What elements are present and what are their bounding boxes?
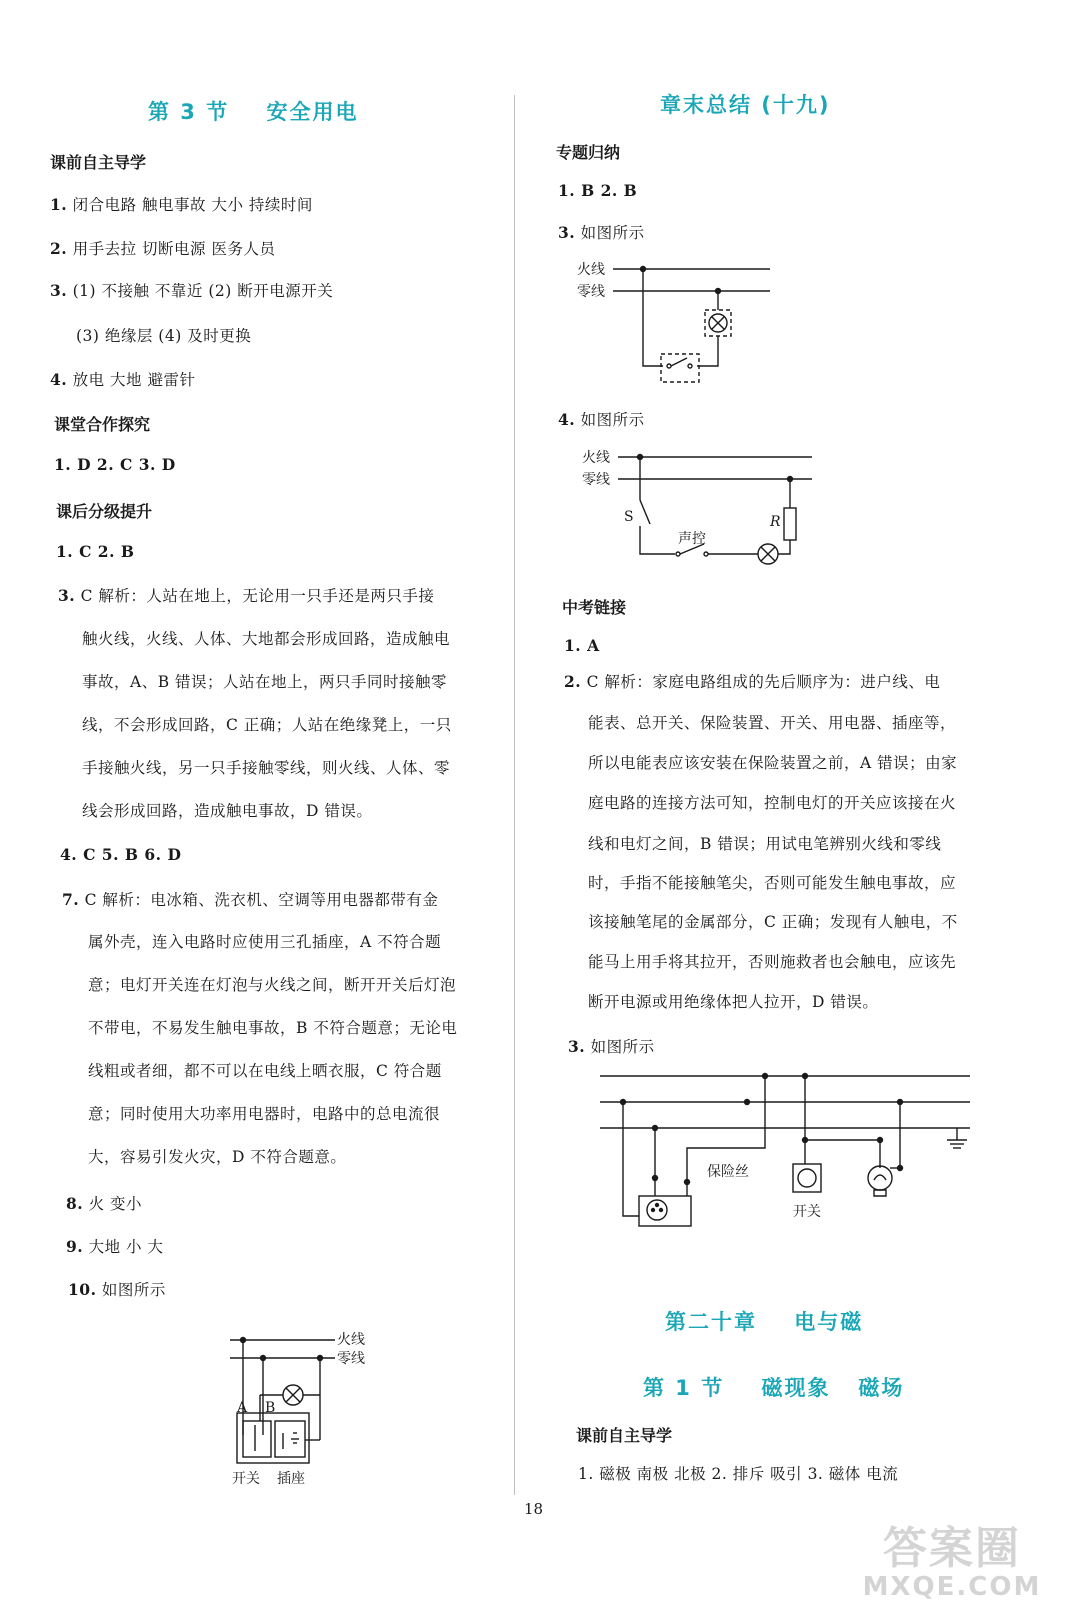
fig-label-s: S <box>624 509 634 525</box>
circuit-figure-switch-lamp <box>575 258 775 388</box>
fig-label-fire: 火线 <box>582 450 610 466</box>
answer-text: 放电 大地 避雷针 <box>72 371 196 389</box>
answer-number: 9. <box>66 1237 84 1256</box>
answer-line: 4. C 5. B 6. D <box>60 845 182 864</box>
heading-exam-link: 中考链接 <box>562 598 627 617</box>
answer-line <box>568 1035 655 1057</box>
fig-label-b: B <box>265 1400 276 1416</box>
circuit-figure-switch-socket <box>225 1325 385 1490</box>
answer-text: C 解析：人站在地上，无论用一只手还是两只手接 <box>80 587 435 605</box>
answer-line <box>50 237 275 259</box>
answer-line: 1. C 2. B <box>56 542 135 561</box>
answer-text: 用手去拉 切断电源 医务人员 <box>72 240 276 258</box>
answer-line: 庭电路的连接方法可知，控制电灯的开关应该接在火 <box>588 794 957 812</box>
answer-number: 2. <box>564 672 582 691</box>
fig-label-fire: 火线 <box>577 262 605 278</box>
answer-text: (1) 不接触 不靠近 (2) 断开电源开关 <box>72 282 334 300</box>
answer-number: 10. <box>68 1280 97 1299</box>
circuit-figure-sound-control <box>580 446 820 576</box>
heading-in-class: 课堂合作探究 <box>54 415 151 434</box>
chapter-title-electricity-magnetism: 第二十章 电与磁 <box>665 1310 864 1334</box>
section-title-safe-electricity: 第 3 节 安全用电 <box>148 100 359 124</box>
answer-line <box>66 1192 142 1214</box>
answer-line: 线，不会形成回路，C 正确；人站在绝缘凳上，一只 <box>82 716 452 734</box>
answer-line: 所以电能表应该安装在保险装置之前，A 错误；由家 <box>588 754 958 772</box>
answer-text: 如图所示 <box>590 1038 655 1056</box>
answer-line: 不带电，不易发生触电事故，B 不符合题意；无论电 <box>88 1019 458 1037</box>
page-number: 18 <box>523 1500 544 1518</box>
answer-line: 手接触火线，另一只手接触零线，则火线、人体、零 <box>82 759 451 777</box>
answer-text: 火 变小 <box>88 1195 143 1213</box>
answer-line: 线会形成回路，造成触电事故，D 错误。 <box>82 802 373 820</box>
answer-line: 事故，A、B 错误；人站在地上，两只手同时接触零 <box>82 673 448 691</box>
answer-line: 时，手指不能接触笔尖，否则可能发生触电事故，应 <box>588 874 957 892</box>
answer-line <box>66 1235 163 1257</box>
answer-number: 7. <box>62 890 80 909</box>
answer-line: 意；电灯开关连在灯泡与火线之间，断开开关后灯泡 <box>88 976 457 994</box>
answer-line: 触火线，火线、人体、大地都会形成回路，造成触电 <box>82 630 451 648</box>
heading-after-class: 课后分级提升 <box>56 502 153 521</box>
answer-line: 属外壳，连入电路时应使用三孔插座，A 不符合题 <box>88 933 442 951</box>
column-divider <box>514 95 515 1495</box>
answer-line <box>564 670 940 692</box>
answer-line: 断开电源或用绝缘体把人拉开，D 错误。 <box>588 993 879 1011</box>
fig-label-neutral: 零线 <box>582 472 610 488</box>
section-title-magnetism: 第 1 节 磁现象 磁场 <box>643 1376 905 1400</box>
answer-line <box>50 368 195 390</box>
answer-line: 1. 磁极 南极 北极 2. 排斥 吸引 3. 磁体 电流 <box>578 1465 899 1483</box>
answer-number: 4. <box>50 370 68 389</box>
answer-number: 2. <box>50 239 68 258</box>
answer-line <box>50 279 333 301</box>
answer-text: C 解析：家庭电路组成的先后顺序为：进户线、电 <box>586 673 941 691</box>
fig-label-neutral: 零线 <box>337 1351 365 1367</box>
chapter-summary-title: 章末总结 (十九) <box>660 93 831 117</box>
answer-number: 3. <box>558 223 576 242</box>
fig-label-neutral: 零线 <box>577 284 605 300</box>
answer-line: 该接触笔尾的金属部分，C 正确；发现有人触电，不 <box>588 913 958 931</box>
answer-line: 意；同时使用大功率用电器时，电路中的总电流很 <box>88 1105 441 1123</box>
answer-line <box>68 1278 166 1300</box>
answer-number: 3. <box>58 586 76 605</box>
answer-line: 线粗或者细，都不可以在电线上晒衣服，C 符合题 <box>88 1062 442 1080</box>
fig-label-r: R <box>770 514 781 530</box>
answer-line: 能表、总开关、保险装置、开关、用电器、插座等， <box>588 714 957 732</box>
answer-line: 1. B 2. B <box>558 181 638 200</box>
answer-line <box>62 888 438 910</box>
fig-label-sound: 声控 <box>678 531 706 547</box>
heading-topic-summary: 专题归纳 <box>556 143 621 162</box>
answer-line: 线和电灯之间，B 错误；用试电笔辨别火线和零线 <box>588 835 942 853</box>
answer-text: 大地 小 大 <box>88 1238 164 1256</box>
answer-line <box>50 193 313 215</box>
fig-label-a: A <box>237 1400 248 1416</box>
answer-line: 能马上用手将其拉开，否则施救者也会触电，应该先 <box>588 953 957 971</box>
answer-text: 如图所示 <box>580 411 645 429</box>
watermark-logo <box>857 1512 1047 1602</box>
heading-pre-class: 课前自主导学 <box>50 153 147 172</box>
answer-number: 1. <box>50 195 68 214</box>
answer-number: 8. <box>66 1194 84 1213</box>
heading-pre-class-2: 课前自主导学 <box>576 1426 673 1445</box>
answer-line <box>558 408 645 430</box>
fig-label-socket: 插座 <box>277 1471 305 1487</box>
fig-label-fuse: 保险丝 <box>707 1164 749 1180</box>
fig-label-switch: 开关 <box>232 1471 260 1487</box>
answer-text: 如图所示 <box>580 224 645 242</box>
answer-line: 1. D 2. C 3. D <box>54 455 176 474</box>
answer-number: 4. <box>558 410 576 429</box>
answer-number: 3. <box>50 281 68 300</box>
answer-text: 如图所示 <box>101 1281 166 1299</box>
answer-line: 1. A <box>564 636 600 655</box>
answer-line: 大，容易引发火灾，D 不符合题意。 <box>88 1148 347 1166</box>
fig-label-switch: 开关 <box>793 1204 821 1220</box>
watermark-small: MXQE.COM <box>862 1572 1042 1602</box>
answer-line <box>58 584 434 606</box>
answer-line <box>558 221 645 243</box>
circuit-figure-household <box>595 1068 990 1238</box>
answer-line: (3) 绝缘层 (4) 及时更换 <box>76 327 252 345</box>
watermark-big: 答案圈 <box>883 1523 1021 1574</box>
answer-text: C 解析：电冰箱、洗衣机、空调等用电器都带有金 <box>84 891 439 909</box>
answer-text: 闭合电路 触电事故 大小 持续时间 <box>72 196 313 214</box>
answer-number: 3. <box>568 1037 586 1056</box>
fig-label-fire: 火线 <box>337 1332 365 1348</box>
